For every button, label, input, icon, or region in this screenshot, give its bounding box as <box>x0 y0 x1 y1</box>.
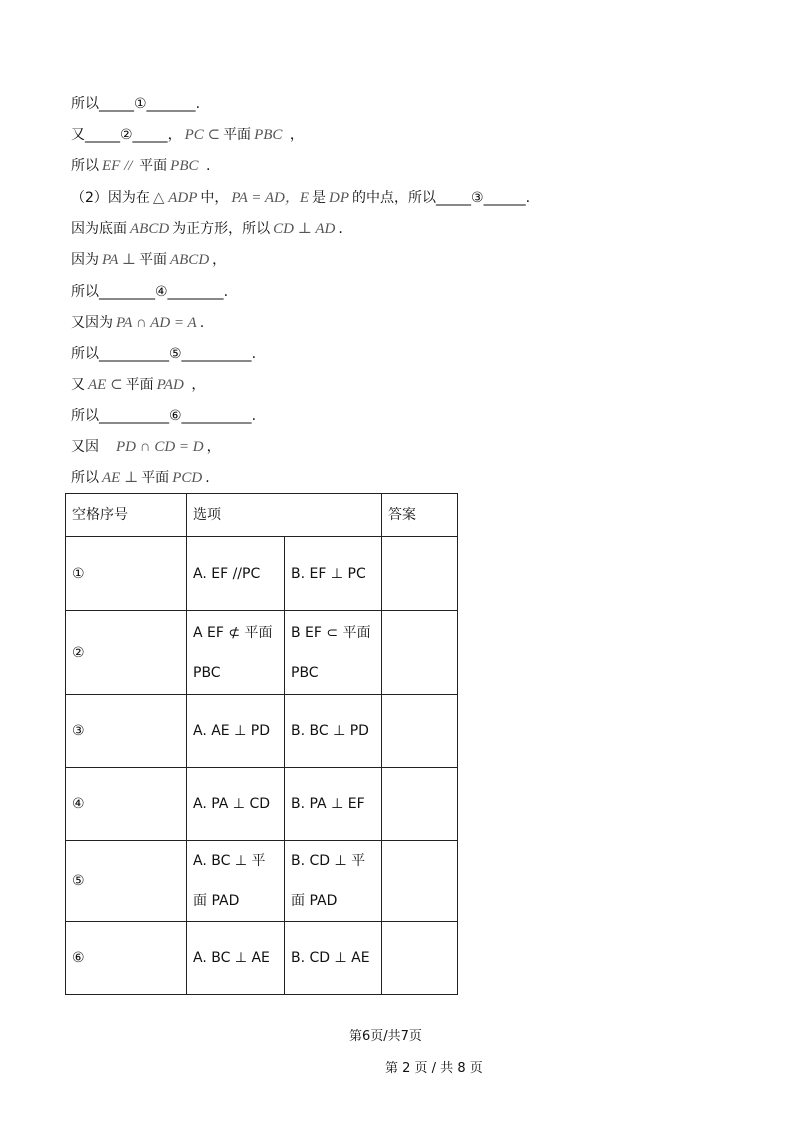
text-segment: . <box>205 470 210 486</box>
math-expression: AE ⊂ <box>88 377 123 393</box>
math-expression: PA ∩ AD = A <box>116 315 197 331</box>
text-line <box>71 250 226 270</box>
page-number: 第 2 页 / 共 8 页 <box>385 1061 483 1076</box>
text-line <box>71 125 304 145</box>
answer-blank: __________⑥__________ <box>99 408 252 424</box>
header-options: 选项 <box>187 494 382 537</box>
text-segment: 平面 <box>125 377 154 393</box>
math-expression: PD ∩ CD = D <box>116 439 204 455</box>
math-expression: PA ⊥ <box>102 252 136 268</box>
option-b: B. CD ⊥ 平面 PAD <box>285 841 382 922</box>
text-segment: 所以 <box>71 96 99 112</box>
text-segment: ， <box>212 252 227 268</box>
answer-cell[interactable] <box>382 611 458 695</box>
text-segment: 平面 <box>141 470 170 486</box>
header-answer: 答案 <box>382 494 458 537</box>
blank-number: ⑥ <box>66 922 187 995</box>
text-segment: 为正方形，所以 <box>172 221 271 237</box>
math-expression: DP <box>329 190 350 206</box>
text-segment: ， <box>285 127 304 143</box>
answer-cell[interactable] <box>382 537 458 611</box>
text-segment: 平面 <box>223 127 252 143</box>
text-line <box>71 282 228 302</box>
text-segment: . <box>201 158 211 174</box>
math-expression: ABCD <box>169 252 210 268</box>
text-segment: . <box>338 221 343 237</box>
math-expression: PAD <box>156 377 184 393</box>
math-expression: PC ⊂ <box>184 127 221 143</box>
text-segment: 因为底面 <box>71 221 127 237</box>
text-segment: 所以 <box>71 158 99 174</box>
option-a: A. EF //PC <box>187 537 285 611</box>
text-segment: 又因为 <box>71 315 113 331</box>
answer-cell[interactable] <box>382 695 458 768</box>
option-b: B EF ⊂ 平面 PBC <box>285 611 382 695</box>
blank-number: ② <box>66 611 187 695</box>
text-segment: 是 <box>312 190 327 206</box>
math-expression: CD ⊥ AD <box>273 221 336 237</box>
text-segment: ， <box>167 127 182 143</box>
table-row <box>66 922 458 995</box>
option-b: B. EF ⊥ PC <box>285 537 382 611</box>
text-segment: . <box>251 408 257 424</box>
answer-blank: ________④________ <box>99 284 224 300</box>
blank-number: ⑤ <box>66 841 187 922</box>
text-line <box>71 219 343 239</box>
option-a: A EF ⊄ 平面 PBC <box>187 611 285 695</box>
text-line <box>71 468 210 488</box>
inner-page-number: 第6页/共7页 <box>349 1029 422 1044</box>
option-a: A. BC ⊥ 平面 PAD <box>187 841 285 922</box>
math-expression: PA = AD，E <box>231 190 310 206</box>
option-b: B. CD ⊥ AE <box>285 922 382 995</box>
text-segment: . <box>223 284 229 300</box>
text-segment: 平面 <box>139 158 168 174</box>
math-expression: EF // <box>102 158 137 174</box>
table-row <box>66 695 458 768</box>
text-line <box>71 375 205 395</box>
text-segment: 所以 <box>71 470 99 486</box>
math-expression: △ ADP <box>152 190 198 206</box>
text-segment: . <box>251 346 257 362</box>
math-expression: AE ⊥ <box>102 470 139 486</box>
text-segment: ， <box>206 439 221 455</box>
option-b: B. BC ⊥ PD <box>285 695 382 768</box>
text-segment: 所以 <box>71 408 99 424</box>
text-segment: 又因 <box>71 439 113 455</box>
math-expression: PBC <box>170 158 199 174</box>
table-header-row <box>66 494 458 537</box>
text-segment: （2）因为在 <box>71 190 150 206</box>
option-a: A. PA ⊥ CD <box>187 768 285 841</box>
text-segment: 平面 <box>138 252 167 268</box>
table-row <box>66 841 458 922</box>
answer-blank: _____③______ <box>436 190 526 206</box>
answer-cell[interactable] <box>382 841 458 922</box>
text-segment: 因为 <box>71 252 99 268</box>
text-line <box>71 156 210 176</box>
blank-number: ④ <box>66 768 187 841</box>
text-line <box>71 94 200 114</box>
text-segment: ， <box>186 377 206 393</box>
text-line <box>71 406 256 426</box>
table-row <box>66 768 458 841</box>
option-b: B. PA ⊥ EF <box>285 768 382 841</box>
option-a: A. AE ⊥ PD <box>187 695 285 768</box>
option-a: A. BC ⊥ AE <box>187 922 285 995</box>
text-line <box>71 188 530 208</box>
answer-blank: _____①_______ <box>99 96 196 112</box>
blank-number: ① <box>66 537 187 611</box>
text-segment: 又 <box>71 377 85 393</box>
answer-table <box>65 493 458 995</box>
answer-blank: _____②_____ <box>85 127 168 143</box>
answer-cell[interactable] <box>382 768 458 841</box>
math-expression: PBC <box>254 127 283 143</box>
answer-blank: __________⑤__________ <box>99 346 252 362</box>
math-expression: ABCD <box>130 221 170 237</box>
table-row <box>66 537 458 611</box>
text-line <box>71 344 256 364</box>
text-segment: . <box>525 190 531 206</box>
text-segment: 所以 <box>71 346 99 362</box>
table-row <box>66 611 458 695</box>
blank-number: ③ <box>66 695 187 768</box>
text-line <box>71 437 221 457</box>
text-segment: 的中点，所以 <box>352 190 437 206</box>
header-blank-number: 空格序号 <box>66 494 187 537</box>
text-segment: 又 <box>71 127 85 143</box>
text-segment: 所以 <box>71 284 99 300</box>
text-line <box>71 313 204 333</box>
text-segment: 中， <box>200 190 229 206</box>
text-segment: . <box>199 315 205 331</box>
math-expression: PCD <box>172 470 203 486</box>
answer-cell[interactable] <box>382 922 458 995</box>
text-segment: . <box>195 96 201 112</box>
